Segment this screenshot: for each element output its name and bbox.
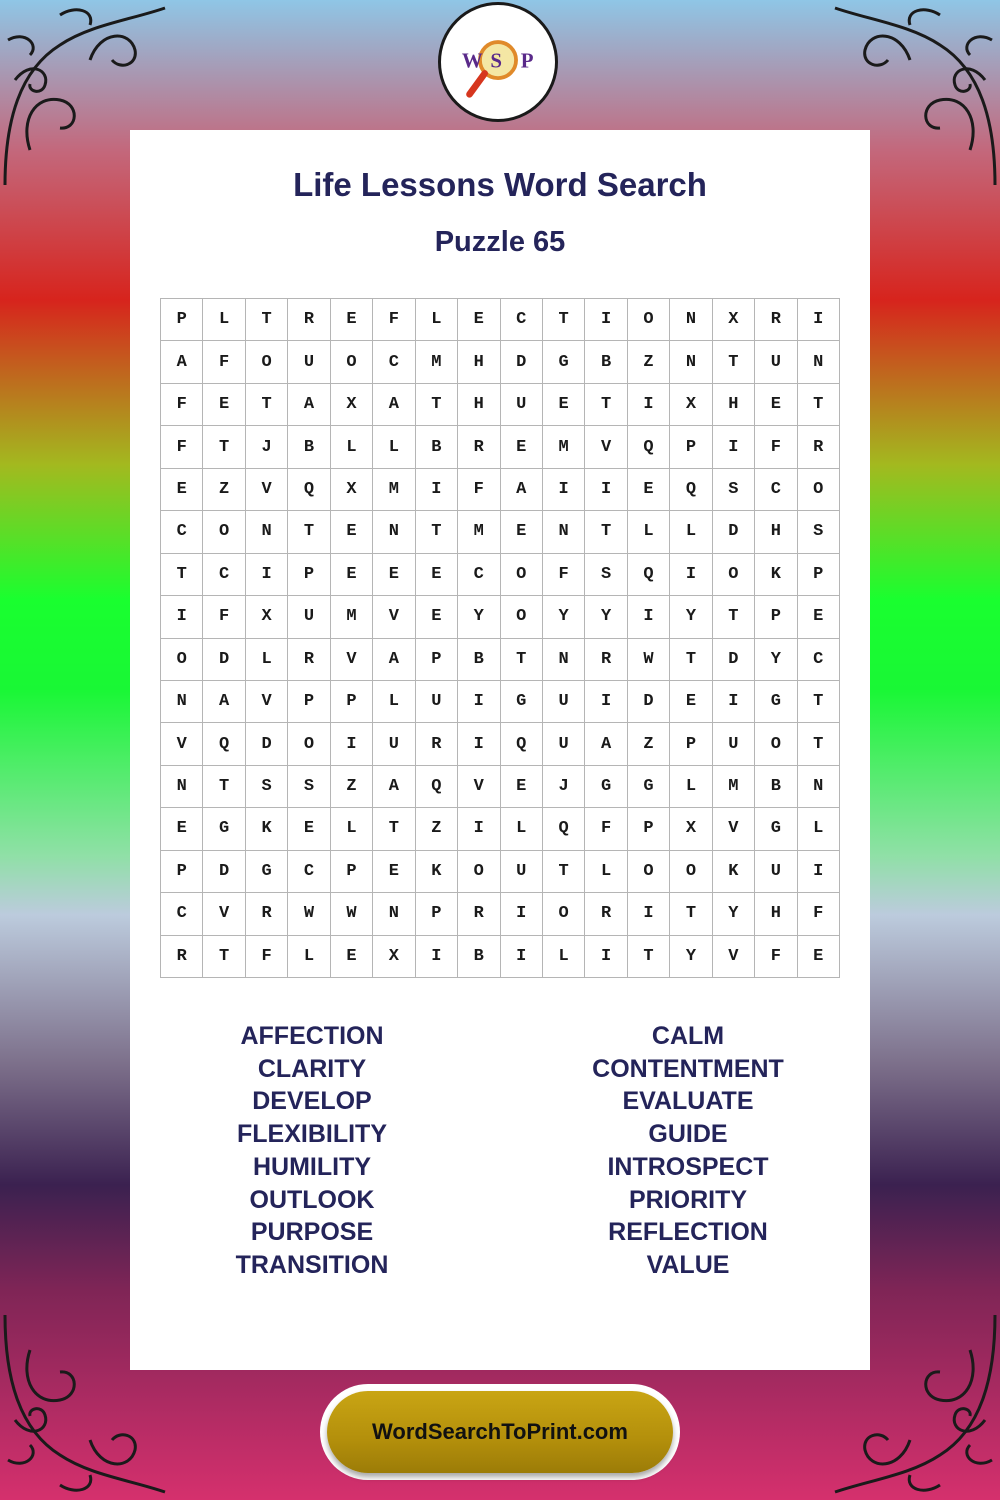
grid-cell: A [501, 469, 543, 511]
grid-cell: F [798, 893, 840, 935]
grid-cell: E [373, 851, 415, 893]
grid-cell: T [798, 723, 840, 765]
grid-cell: Y [713, 893, 755, 935]
grid-cell: D [713, 511, 755, 553]
grid-cell: V [203, 893, 245, 935]
grid-cell: H [755, 893, 797, 935]
grid-cell: T [543, 851, 585, 893]
grid-cell: E [331, 511, 373, 553]
grid-cell: O [543, 893, 585, 935]
grid-cell: Z [331, 766, 373, 808]
grid-cell: C [755, 469, 797, 511]
grid-cell: E [543, 384, 585, 426]
grid-cell: E [798, 596, 840, 638]
grid-cell: X [373, 936, 415, 978]
grid-cell: N [670, 341, 712, 383]
grid-cell: E [161, 808, 203, 850]
grid-cell: F [203, 341, 245, 383]
grid-cell: K [755, 554, 797, 596]
grid-cell: U [755, 341, 797, 383]
grid-cell: I [713, 681, 755, 723]
grid-cell: M [373, 469, 415, 511]
grid-cell: N [373, 511, 415, 553]
grid-cell: L [288, 936, 330, 978]
grid-cell: P [755, 596, 797, 638]
grid-cell: C [288, 851, 330, 893]
grid-cell: V [246, 681, 288, 723]
puzzle-sheet [130, 130, 870, 1370]
grid-cell: F [755, 936, 797, 978]
svg-text:P: P [520, 48, 534, 73]
grid-cell: O [331, 341, 373, 383]
grid-cell: I [670, 554, 712, 596]
grid-cell: N [798, 766, 840, 808]
grid-cell: L [670, 511, 712, 553]
grid-cell: T [203, 426, 245, 468]
grid-cell: J [543, 766, 585, 808]
grid-cell: W [628, 639, 670, 681]
grid-cell: I [628, 384, 670, 426]
grid-cell: I [798, 851, 840, 893]
word-list-item: GUIDE [648, 1120, 728, 1149]
grid-cell: H [458, 384, 500, 426]
word-list-item: PRIORITY [628, 1185, 748, 1214]
grid-cell: E [416, 554, 458, 596]
grid-cell: C [458, 554, 500, 596]
grid-cell: V [246, 469, 288, 511]
grid-cell: P [416, 893, 458, 935]
grid-cell: C [501, 299, 543, 341]
grid-cell: T [798, 384, 840, 426]
grid-cell: A [203, 681, 245, 723]
grid-cell: T [373, 808, 415, 850]
grid-cell: I [628, 596, 670, 638]
grid-cell: D [246, 723, 288, 765]
grid-cell: G [585, 766, 627, 808]
grid-cell: O [288, 723, 330, 765]
grid-cell: K [416, 851, 458, 893]
grid-cell: I [585, 469, 627, 511]
grid-cell: U [288, 341, 330, 383]
grid-cell: E [628, 469, 670, 511]
grid-cell: I [543, 469, 585, 511]
grid-cell: T [246, 384, 288, 426]
word-list-item: AFFECTION [240, 1022, 384, 1050]
website-button-label[interactable]: WordSearchToPrint.com [327, 1391, 673, 1473]
grid-cell: T [246, 299, 288, 341]
grid-cell: Q [416, 766, 458, 808]
grid-cell: Q [543, 808, 585, 850]
grid-cell: L [543, 936, 585, 978]
grid-cell: V [585, 426, 627, 468]
grid-cell: E [416, 596, 458, 638]
grid-cell: Q [288, 469, 330, 511]
grid-cell: T [288, 511, 330, 553]
grid-cell: P [288, 554, 330, 596]
grid-cell: X [670, 808, 712, 850]
grid-cell: E [331, 554, 373, 596]
word-list-item: CLARITY [257, 1054, 367, 1083]
grid-cell: E [798, 936, 840, 978]
grid-cell: B [585, 341, 627, 383]
grid-cell: D [203, 851, 245, 893]
grid-cell: F [585, 808, 627, 850]
grid-cell: N [373, 893, 415, 935]
grid-cell: F [161, 384, 203, 426]
grid-cell: G [543, 341, 585, 383]
grid-cell: G [755, 808, 797, 850]
grid-cell: T [543, 299, 585, 341]
website-button[interactable] [320, 1384, 680, 1480]
grid-cell: O [628, 851, 670, 893]
grid-cell: M [713, 766, 755, 808]
grid-cell: S [798, 511, 840, 553]
grid-cell: B [458, 639, 500, 681]
grid-cell: T [670, 893, 712, 935]
grid-cell: R [798, 426, 840, 468]
grid-cell: I [798, 299, 840, 341]
grid-cell: E [501, 511, 543, 553]
grid-cell: P [670, 426, 712, 468]
grid-cell: G [628, 766, 670, 808]
grid-cell: Y [458, 596, 500, 638]
grid-cell: E [373, 554, 415, 596]
grid-cell: Y [543, 596, 585, 638]
grid-cell: Y [585, 596, 627, 638]
grid-cell: R [755, 299, 797, 341]
grid-cell: M [331, 596, 373, 638]
grid-cell: V [713, 936, 755, 978]
grid-cell: I [458, 723, 500, 765]
grid-cell: A [373, 639, 415, 681]
grid-cell: E [458, 299, 500, 341]
grid-cell: E [755, 384, 797, 426]
word-list-item: DEVELOP [252, 1087, 372, 1116]
grid-cell: I [416, 469, 458, 511]
grid-cell: K [246, 808, 288, 850]
grid-cell: F [373, 299, 415, 341]
grid-cell: I [585, 681, 627, 723]
grid-cell: P [798, 554, 840, 596]
grid-cell: L [203, 299, 245, 341]
grid-cell: N [543, 511, 585, 553]
grid-cell: A [585, 723, 627, 765]
grid-cell: L [501, 808, 543, 850]
grid-cell: R [585, 893, 627, 935]
grid-cell: O [628, 299, 670, 341]
grid-cell: A [288, 384, 330, 426]
grid-cell: F [458, 469, 500, 511]
grid-cell: R [458, 426, 500, 468]
grid-cell: M [543, 426, 585, 468]
grid-cell: T [798, 681, 840, 723]
grid-cell: U [755, 851, 797, 893]
grid-cell: C [161, 893, 203, 935]
word-list-item: FLEXIBILITY [237, 1120, 387, 1149]
grid-cell: U [713, 723, 755, 765]
svg-text:W: W [461, 48, 483, 73]
grid-cell: M [416, 341, 458, 383]
grid-cell: Q [628, 554, 670, 596]
grid-cell: X [670, 384, 712, 426]
grid-cell: L [416, 299, 458, 341]
grid-cell: O [458, 851, 500, 893]
grid-cell: B [458, 936, 500, 978]
grid-cell: T [416, 511, 458, 553]
grid-cell: C [373, 341, 415, 383]
grid-cell: Q [501, 723, 543, 765]
grid-cell: S [713, 469, 755, 511]
grid-cell: Z [416, 808, 458, 850]
grid-cell: F [246, 936, 288, 978]
grid-cell: X [246, 596, 288, 638]
grid-cell: Q [203, 723, 245, 765]
grid-cell: T [203, 766, 245, 808]
grid-cell: I [331, 723, 373, 765]
word-list-right [538, 1020, 838, 1282]
grid-cell: F [543, 554, 585, 596]
grid-cell: W [331, 893, 373, 935]
grid-cell: I [585, 936, 627, 978]
grid-cell: P [161, 851, 203, 893]
grid-cell: R [416, 723, 458, 765]
word-list-item: VALUE [646, 1250, 730, 1279]
grid-cell: U [543, 681, 585, 723]
grid-cell: G [755, 681, 797, 723]
grid-cell: T [416, 384, 458, 426]
grid-cell: L [373, 681, 415, 723]
grid-cell: A [373, 384, 415, 426]
grid-cell: F [203, 596, 245, 638]
grid-cell: O [246, 341, 288, 383]
grid-cell: T [501, 639, 543, 681]
grid-cell: L [373, 426, 415, 468]
grid-cell: E [203, 384, 245, 426]
grid-cell: O [161, 639, 203, 681]
grid-cell: T [670, 639, 712, 681]
grid-cell: U [501, 851, 543, 893]
grid-cell: O [755, 723, 797, 765]
grid-cell: T [161, 554, 203, 596]
grid-cell: I [501, 893, 543, 935]
grid-cell: L [331, 426, 373, 468]
grid-cell: I [585, 299, 627, 341]
grid-cell: D [203, 639, 245, 681]
grid-cell: P [161, 299, 203, 341]
grid-cell: A [373, 766, 415, 808]
grid-cell: H [755, 511, 797, 553]
grid-cell: I [458, 808, 500, 850]
grid-cell: P [416, 639, 458, 681]
grid-cell: L [585, 851, 627, 893]
grid-cell: G [501, 681, 543, 723]
grid-cell: X [713, 299, 755, 341]
grid-cell: O [501, 596, 543, 638]
grid-cell: T [203, 936, 245, 978]
grid-cell: S [246, 766, 288, 808]
grid-cell: E [161, 469, 203, 511]
grid-cell: I [416, 936, 458, 978]
grid-cell: F [161, 426, 203, 468]
grid-cell: N [798, 341, 840, 383]
grid-cell: D [628, 681, 670, 723]
grid-cell: K [713, 851, 755, 893]
grid-cell: V [458, 766, 500, 808]
grid-cell: U [416, 681, 458, 723]
grid-cell: W [288, 893, 330, 935]
grid-cell: P [288, 681, 330, 723]
grid-cell: T [628, 936, 670, 978]
grid-cell: J [246, 426, 288, 468]
grid-cell: R [585, 639, 627, 681]
grid-cell: Z [203, 469, 245, 511]
grid-cell: Y [670, 596, 712, 638]
grid-cell: X [331, 384, 373, 426]
grid-cell: O [203, 511, 245, 553]
grid-cell: E [331, 936, 373, 978]
grid-cell: Q [628, 426, 670, 468]
grid-cell: L [331, 808, 373, 850]
grid-cell: L [798, 808, 840, 850]
grid-cell: B [288, 426, 330, 468]
grid-cell: H [713, 384, 755, 426]
grid-cell: P [331, 681, 373, 723]
grid-cell: Q [670, 469, 712, 511]
grid-cell: Z [628, 723, 670, 765]
grid-cell: P [331, 851, 373, 893]
grid-cell: I [161, 596, 203, 638]
grid-cell: R [458, 893, 500, 935]
grid-cell: O [670, 851, 712, 893]
grid-cell: E [501, 426, 543, 468]
grid-cell: O [713, 554, 755, 596]
grid-cell: I [458, 681, 500, 723]
grid-cell: B [416, 426, 458, 468]
grid-cell: G [203, 808, 245, 850]
grid-cell: M [458, 511, 500, 553]
grid-cell: Y [755, 639, 797, 681]
word-list-item: OUTLOOK [249, 1185, 375, 1214]
grid-cell: S [585, 554, 627, 596]
grid-cell: C [203, 554, 245, 596]
grid-cell: N [543, 639, 585, 681]
grid-cell: L [670, 766, 712, 808]
grid-cell: E [331, 299, 373, 341]
grid-cell: L [628, 511, 670, 553]
grid-cell: T [713, 596, 755, 638]
grid-cell: V [161, 723, 203, 765]
grid-cell: I [713, 426, 755, 468]
grid-cell: U [373, 723, 415, 765]
grid-cell: R [288, 299, 330, 341]
grid-cell: X [331, 469, 373, 511]
grid-cell: E [288, 808, 330, 850]
word-list-left [162, 1020, 462, 1282]
grid-cell: N [161, 681, 203, 723]
grid-cell: I [246, 554, 288, 596]
grid-cell: L [246, 639, 288, 681]
grid-cell: V [373, 596, 415, 638]
grid-cell: G [246, 851, 288, 893]
word-list-item: PURPOSE [250, 1218, 374, 1247]
grid-cell: O [798, 469, 840, 511]
grid-cell: Y [670, 936, 712, 978]
grid-cell: V [713, 808, 755, 850]
grid-cell: R [161, 936, 203, 978]
grid-cell: A [161, 341, 203, 383]
grid-cell: I [628, 893, 670, 935]
grid-cell: D [501, 341, 543, 383]
grid-cell: N [670, 299, 712, 341]
grid-cell: C [798, 639, 840, 681]
grid-cell: V [331, 639, 373, 681]
grid-cell: D [713, 639, 755, 681]
grid-cell: T [585, 384, 627, 426]
svg-text:S: S [490, 48, 503, 73]
grid-cell: S [288, 766, 330, 808]
grid-cell: C [161, 511, 203, 553]
word-list-item: REFLECTION [608, 1218, 768, 1247]
grid-cell: U [501, 384, 543, 426]
grid-cell: B [755, 766, 797, 808]
grid-cell: U [288, 596, 330, 638]
word-list-item: EVALUATE [622, 1087, 754, 1116]
grid-cell: R [246, 893, 288, 935]
grid-cell: N [161, 766, 203, 808]
word-list-item: CONTENTMENT [592, 1054, 784, 1083]
grid-cell: P [670, 723, 712, 765]
grid-cell: T [713, 341, 755, 383]
grid-cell: Z [628, 341, 670, 383]
word-list-item: HUMILITY [252, 1152, 372, 1181]
grid-cell: F [755, 426, 797, 468]
word-list-item: TRANSITION [235, 1250, 389, 1279]
grid-cell: H [458, 341, 500, 383]
puzzle-number: Puzzle 65 [434, 226, 566, 258]
site-logo[interactable] [438, 2, 558, 122]
page-title: Life Lessons Word Search [293, 166, 707, 203]
grid-cell: R [288, 639, 330, 681]
grid-cell: E [501, 766, 543, 808]
grid-cell: T [585, 511, 627, 553]
grid-cell: E [670, 681, 712, 723]
grid-cell: I [501, 936, 543, 978]
word-list-item: INTROSPECT [607, 1152, 769, 1181]
grid-cell: U [543, 723, 585, 765]
grid-cell: N [246, 511, 288, 553]
grid-cell: O [501, 554, 543, 596]
word-list-item: CALM [651, 1022, 725, 1050]
letter-grid [160, 298, 840, 978]
grid-cell: P [628, 808, 670, 850]
